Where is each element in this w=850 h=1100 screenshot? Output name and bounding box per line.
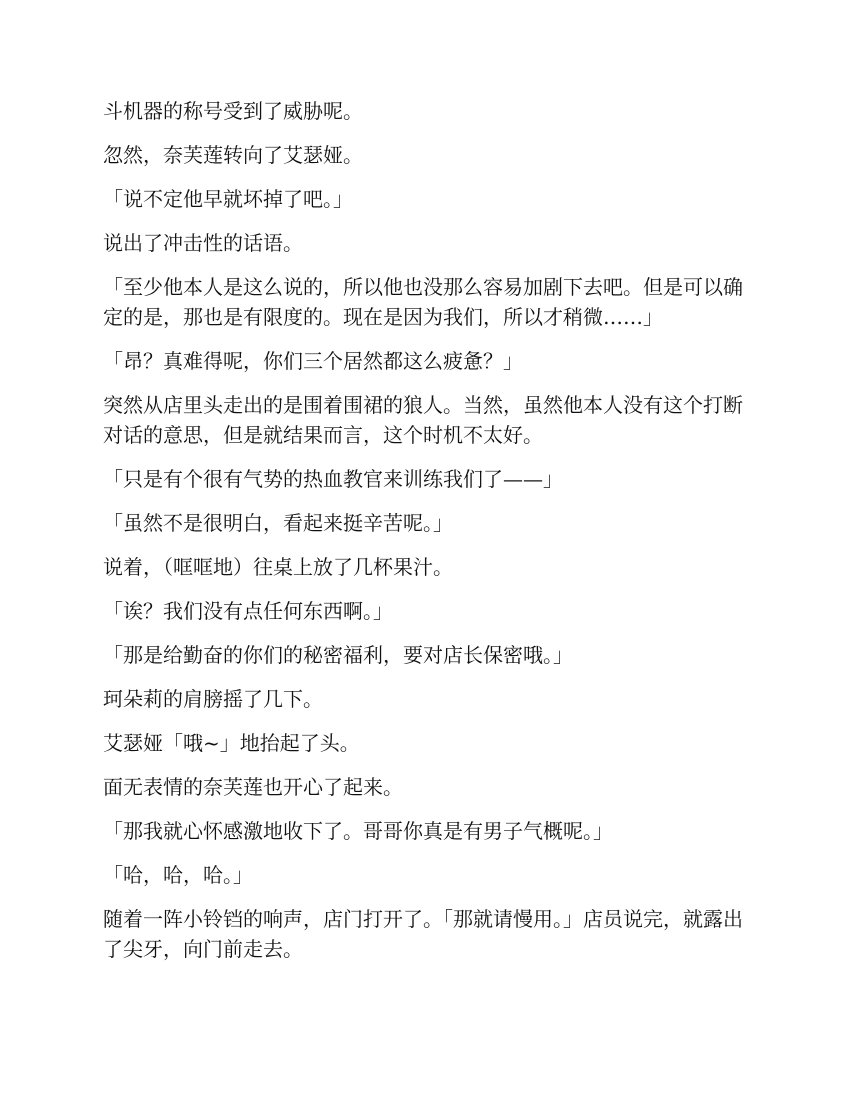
paragraph: 忽然，奈芙莲转向了艾瑟娅。: [103, 143, 363, 167]
paragraph: 斗机器的称号受到了威胁呢。: [103, 99, 363, 123]
paragraph: 「诶？我们没有点任何东西啊。」: [103, 599, 393, 623]
paragraph: 随着一阵小铃铛的响声，店门打开了。「那就请慢用。」店员说完，就露出了尖牙，向门前走去。: [103, 907, 743, 961]
paragraph: 艾瑟娅「哦~」地抬起了头。: [103, 731, 360, 755]
paragraph: 「哈，哈，哈。」: [103, 863, 253, 887]
paragraph: 说着，（哐哐地）往桌上放了几杯果汁。: [103, 555, 453, 579]
paragraph: 「那我就心怀感激地收下了。哥哥你真是有男子气概呢。」: [103, 819, 613, 843]
paragraph: 「虽然不是很明白，看起来挺辛苦呢。」: [103, 511, 453, 535]
paragraph: 「说不定他早就坏掉了吧。」: [103, 187, 353, 211]
paragraph: 「昂？真难得呢，你们三个居然都这么疲惫？」: [103, 349, 523, 373]
paragraph: 面无表情的奈芙莲也开心了起来。: [103, 775, 403, 799]
paragraph: 「那是给勤奋的你们的秘密福利，要对店长保密哦。」: [103, 643, 573, 667]
paragraph: 说出了冲击性的话语。: [103, 231, 303, 255]
paragraph: 珂朵莉的肩膀摇了几下。: [103, 687, 323, 711]
paragraph: 「只是有个很有气势的热血教官来训练我们了——」: [103, 467, 563, 491]
paragraph: 「至少他本人是这么说的，所以他也没那么容易加剧下去吧。但是可以确定的是，那也是有限度的。现在是因为我们，所以才稍微……」: [103, 275, 743, 329]
text-body: [103, 96, 755, 978]
paragraph: 突然从店里头走出的是围着围裙的狼人。当然，虽然他本人没有这个打断对话的意思，但是就结果而言，这个时机不太好。: [103, 393, 743, 447]
